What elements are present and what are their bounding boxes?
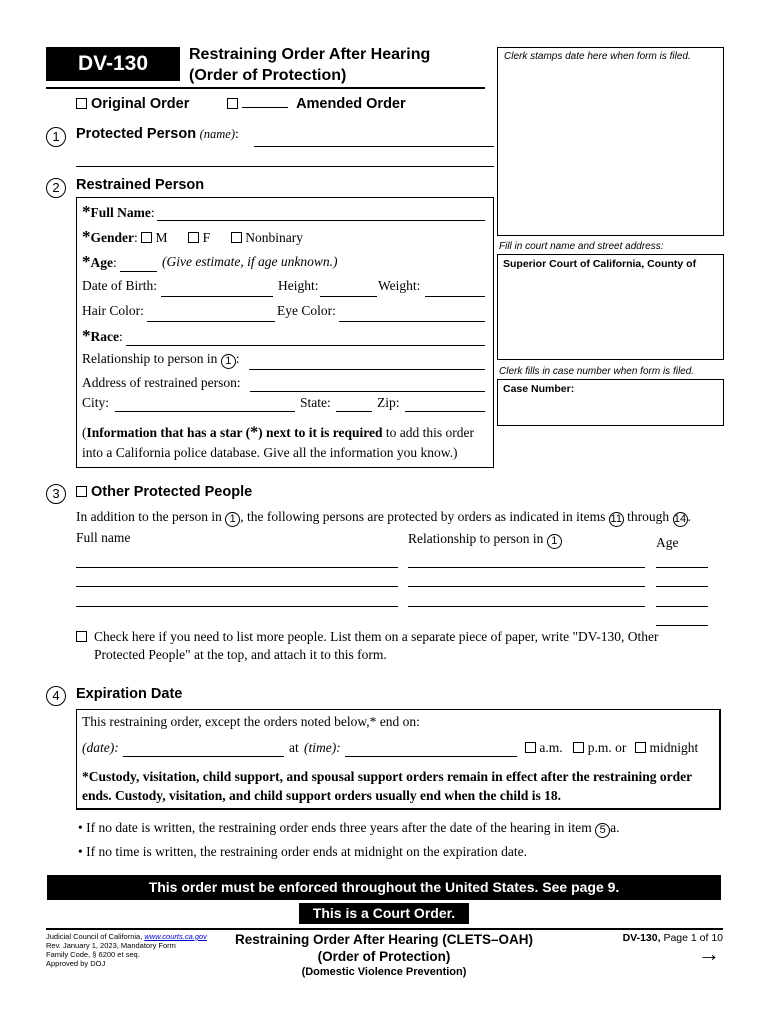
footer-code: Family Code, § 6200 et seq. — [46, 950, 140, 959]
other-age-field-3[interactable] — [656, 606, 708, 607]
header-rule — [46, 87, 485, 89]
form-title-line1: Restraining Order After Hearing — [189, 46, 431, 63]
bullet-no-date: • If no date is written, the restraining order ends three years after the date of the hearing in item 5 a. — [78, 820, 620, 836]
other-name-field-2[interactable] — [76, 586, 398, 587]
form-title — [189, 44, 430, 86]
other-protected-title: Other Protected People — [91, 484, 253, 500]
form-title-line2: (Order of Protection) — [189, 67, 347, 84]
midnight-checkbox[interactable] — [635, 742, 646, 753]
city-field[interactable] — [115, 411, 295, 412]
hair-color-field[interactable] — [147, 321, 275, 322]
col-item-ref-1: 1 — [547, 534, 562, 549]
footer-courts-link[interactable]: www.courts.ca.gov — [144, 932, 207, 941]
other-relationship-field-2[interactable] — [408, 586, 645, 587]
midnight-label: midnight — [649, 740, 699, 755]
city-label: City: — [82, 395, 110, 410]
other-relationship-field-1[interactable] — [408, 567, 645, 568]
other-relationship-field-3[interactable] — [408, 606, 645, 607]
race-text: Race — [90, 329, 119, 344]
weight-field[interactable] — [425, 296, 485, 297]
address-label: Address of restrained person: — [82, 375, 241, 390]
custody-note-line1: *Custody, visitation, child support, and spousal support orders remain in effect after the restraining order — [82, 769, 693, 784]
relationship-item-ref: 1 — [221, 354, 236, 369]
court-name-box[interactable] — [497, 254, 724, 360]
expiration-time-field[interactable] — [345, 756, 517, 757]
amended-order-checkbox[interactable] — [227, 98, 238, 109]
clerk-stamp-box — [497, 47, 724, 236]
star-note-line2: into a California police database. Give all the information you know.) — [82, 445, 458, 460]
form-id: DV-130 — [77, 52, 149, 75]
eye-color-field[interactable] — [339, 321, 485, 322]
protected-person-colon: : — [234, 127, 239, 142]
other-protected-intro: In addition to the person in 1 , the following persons are protected by orders as indicated in items 11 through 14. — [76, 509, 691, 525]
footer-form-id: DV-130, — [622, 932, 661, 944]
intro-item-ref-11: 11 — [610, 513, 622, 525]
gender-nonbinary-checkbox[interactable] — [231, 232, 242, 243]
protected-person-heading — [76, 126, 239, 143]
list-more-text — [94, 628, 659, 664]
other-name-field-1[interactable] — [76, 567, 398, 568]
other-age-field-4[interactable] — [656, 625, 708, 626]
list-more-line2: Protected People" at the top, and attach it to this form. — [94, 647, 387, 662]
footer-rev: Rev. January 1, 2023, Mandatory Form — [46, 941, 176, 950]
gender-star: * — [82, 227, 91, 246]
form-id-box — [46, 47, 180, 81]
other-protected-checkbox[interactable] — [76, 486, 87, 497]
court-name-label: Superior Court of California, County of — [503, 258, 697, 270]
weight-label: Weight: — [378, 278, 421, 293]
state-label: State: — [300, 395, 331, 410]
hair-color-label: Hair Color: — [82, 303, 144, 318]
address-field[interactable] — [250, 391, 485, 392]
list-more-checkbox[interactable] — [76, 630, 87, 646]
protected-person-name-field-2[interactable] — [76, 166, 494, 167]
list-more-line1: Check here if you need to list more people. List them on a separate piece of paper, write "DV-130, Other — [94, 629, 659, 644]
state-field[interactable] — [336, 411, 372, 412]
other-age-field-2[interactable] — [656, 586, 708, 587]
height-label: Height: — [278, 278, 319, 293]
footer-jc: Judicial Council of California, — [46, 932, 143, 941]
gender-m-checkbox[interactable] — [141, 232, 152, 243]
original-order-checkbox[interactable] — [76, 98, 87, 109]
footer-title-line2: (Order of Protection) — [317, 949, 451, 964]
other-age-field-1[interactable] — [656, 567, 708, 568]
am-checkbox[interactable] — [525, 742, 536, 753]
amended-order-label: Amended Order — [296, 96, 406, 112]
col-full-name: Full name — [76, 530, 131, 545]
court-order-text: This is a Court Order. — [312, 905, 456, 921]
expiration-date-label: (date): — [82, 740, 119, 755]
footer-title — [214, 931, 554, 979]
full-name-label: *Full Name: — [82, 202, 155, 221]
eye-color-label: Eye Color: — [277, 303, 336, 318]
relationship-colon: : — [235, 351, 240, 366]
zip-field[interactable] — [405, 411, 485, 412]
age-field[interactable] — [120, 271, 157, 272]
age-text: Age — [90, 255, 113, 270]
gender-m-label: M — [155, 230, 168, 245]
age-row: *Age: — [82, 252, 117, 271]
protected-person-hint: (name) — [199, 127, 235, 141]
item-number-1: 1 — [46, 127, 66, 147]
case-number-note: Clerk fills in case number when form is filed. — [499, 366, 695, 377]
race-star: * — [82, 326, 91, 345]
star-note-line1: (Information that has a star (*) next to it is required to add this order — [82, 424, 474, 441]
court-name-note: Fill in court name and street address: — [499, 241, 664, 252]
next-page-arrow-icon: → — [698, 941, 720, 966]
gender-row: *Gender: M F Nonbinary — [82, 227, 304, 246]
relationship-text: Relationship to person in — [82, 351, 218, 366]
intro-item-ref-14: 14 — [673, 513, 687, 525]
col-age: Age — [656, 535, 679, 550]
court-order-banner — [299, 903, 469, 924]
race-field[interactable] — [126, 345, 485, 346]
expiration-title: Expiration Date — [76, 686, 183, 702]
enforcement-text: This order must be enforced throughout the United States. See page 9. — [148, 879, 620, 895]
amended-order-number-field[interactable] — [242, 97, 288, 108]
height-field[interactable] — [320, 296, 377, 297]
dob-field[interactable] — [161, 296, 273, 297]
zip-label: Zip: — [377, 395, 400, 410]
intro-item-ref-1: 1 — [225, 512, 240, 527]
custody-note — [82, 767, 714, 805]
original-order-option[interactable] — [76, 96, 189, 112]
case-number-label: Case Number: — [503, 383, 575, 395]
original-order-label: Original Order — [91, 96, 190, 112]
dob-label: Date of Birth: — [82, 278, 157, 293]
full-name-text: Full Name — [90, 205, 151, 220]
enforcement-banner — [47, 875, 721, 900]
age-hint: (Give estimate, if age unknown.) — [162, 254, 338, 269]
clerk-stamp-note: Clerk stamps date here when form is filed. — [504, 51, 691, 62]
item-number-3: 3 — [46, 484, 66, 504]
relationship-field[interactable] — [249, 369, 485, 370]
star-note — [82, 423, 487, 463]
footer-approved: Approved by DOJ — [46, 959, 106, 968]
gender-f-label: F — [202, 230, 211, 245]
gender-text: Gender — [90, 230, 134, 245]
bullet-no-time: • If no time is written, the restraining order ends at midnight on the expiration date. — [78, 844, 527, 859]
footer-page-of: Page 1 of 10 — [660, 932, 723, 944]
expiration-at: at — [289, 740, 299, 755]
age-star: * — [82, 252, 91, 271]
full-name-star: * — [82, 202, 91, 221]
race-label: *Race: — [82, 326, 123, 345]
footer-rule — [46, 928, 723, 930]
footer-legal — [46, 932, 207, 968]
footer-title-line1: Restraining Order After Hearing (CLETS–OAH) — [234, 932, 534, 947]
protected-person-title: Protected Person — [76, 126, 197, 142]
protected-person-name-field[interactable] — [254, 146, 494, 147]
expiration-line1: This restraining order, except the orders noted below,* end on: — [82, 714, 420, 729]
item-number-4: 4 — [46, 686, 66, 706]
other-protected-heading[interactable] — [76, 484, 252, 500]
am-label: a.m. — [539, 740, 563, 755]
item-number-2: 2 — [46, 178, 66, 198]
gender-f-checkbox[interactable] — [188, 232, 199, 243]
pm-checkbox[interactable] — [573, 742, 584, 753]
footer-title-line3: (Domestic Violence Prevention) — [301, 966, 467, 978]
pm-label: p.m. or — [587, 740, 627, 755]
restrained-person-title: Restrained Person — [76, 177, 205, 193]
time-period-options — [525, 740, 698, 756]
custody-note-line2: ends. Custody, visitation, and child support orders usually end when the child is 18. — [82, 788, 561, 803]
full-name-field[interactable] — [157, 220, 485, 221]
bullet-item-ref-5: 5 — [595, 823, 610, 838]
col-relationship: Relationship to person in 1 — [408, 531, 562, 549]
expiration-date-field[interactable] — [123, 756, 284, 757]
relationship-label — [82, 351, 240, 369]
other-name-field-3[interactable] — [76, 606, 398, 607]
case-number-box[interactable] — [497, 379, 724, 426]
amended-order-option[interactable] — [227, 96, 406, 112]
expiration-time-label: (time): — [304, 740, 341, 755]
gender-nonbinary-label: Nonbinary — [245, 230, 304, 245]
